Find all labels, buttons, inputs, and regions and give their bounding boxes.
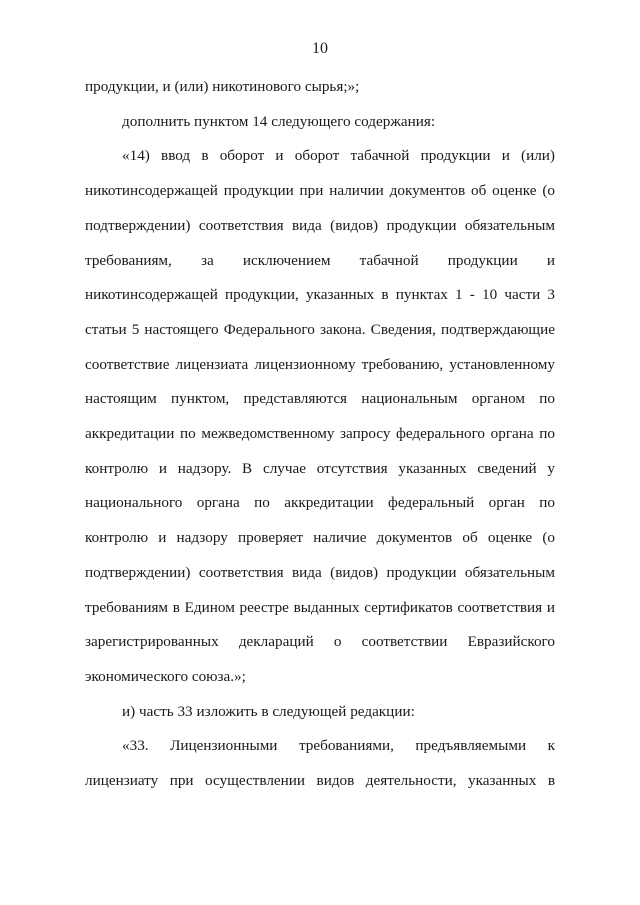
paragraph-amendment-intro: дополнить пунктом 14 следующего содержания: bbox=[122, 112, 436, 130]
paragraph-part-33-intro: и) часть 33 изложить в следующей редакции: bbox=[122, 702, 415, 720]
paragraph-part-33: «33. Лицензионными требованиями, предъявляемыми к лицензиату при осуществлении видов деятельности, указанных в bbox=[85, 737, 555, 790]
page-number: 10 bbox=[312, 40, 328, 57]
document-body bbox=[85, 70, 555, 799]
paragraph-item-14: «14) ввод в оборот и оборот табачной продукции и (или) никотинсодержащей продукции при наличии документов об оценке (о подтверждении) соответствия вида (видов) продукции обязательным требованиям, за исключением табачной продукции и никотинсодержащей продукции, указанных в пунктах 1 - 10 части 3 статьи 5 настоящего Федерального закона. Сведения, подтверждающие соответствие лицензиата лицензионному требованию, установленному настоящим пунктом, представляются национальным органом по аккредитации по межведомственному запросу федерального органа по контролю и надзору. В случае отсутствия указанных сведений у национального органа по аккредитации федеральный орган по контролю и надзору проверяет наличие документов об оценке (о подтверждении) соответствия вида (видов) продукции обязательным требованиям в Едином реестре выданных сертификатов соответствия и зарегистрированных деклараций о соответствии Евразийского экономического союза.»; bbox=[85, 147, 555, 685]
paragraph-continuation: продукции, и (или) никотинового сырья;»; bbox=[85, 78, 360, 95]
